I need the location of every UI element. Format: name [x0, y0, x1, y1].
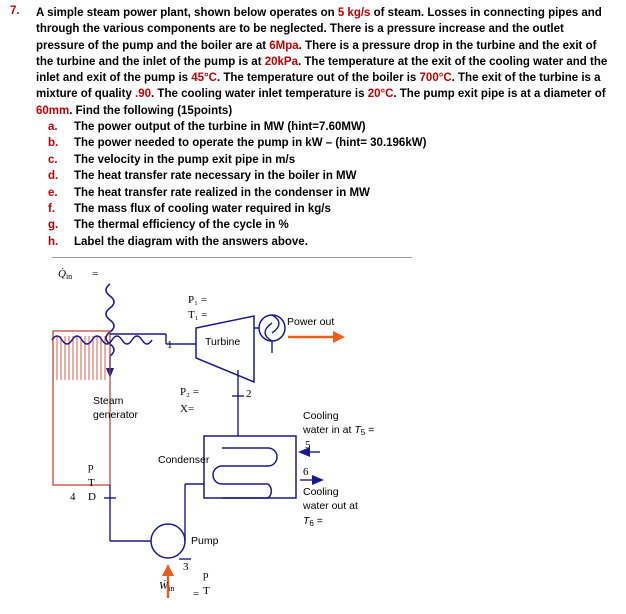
condenser-label: Condenser: [158, 454, 210, 466]
sub-question-list: [48, 119, 588, 250]
boiler-outline: [53, 331, 110, 485]
problem-text-run: A simple steam power plant, shown below operates on: [36, 7, 338, 19]
problem-value: 20kPa: [264, 55, 298, 68]
sub-question-item: [48, 119, 588, 135]
sub-question-text: The velocity in the pump exit pipe in m/s: [74, 153, 296, 166]
state-2-label: 2: [246, 388, 252, 400]
cooling-out-label-2: water out at: [303, 500, 358, 512]
state-6-label: 6: [303, 466, 309, 478]
sub-question-item: [48, 152, 588, 168]
win-label: $Ẇ_{in}$: [159, 580, 175, 593]
problem-text-run: of steam. Losses in connecting pipes and through the various components are to be neglected. There is a pressure increase and the outlet pressure of the pump and the boiler are at: [36, 7, 602, 52]
qin-equals: =: [92, 268, 99, 280]
problem-value: 60mm: [36, 104, 70, 117]
turbine-label: Turbine: [205, 336, 241, 348]
p-right-label: p: [203, 569, 209, 581]
problem-number: 7.: [10, 5, 20, 17]
problem-value: 5 kg/s: [337, 7, 371, 19]
state-1-label: 1: [167, 339, 173, 351]
power-plant-diagram: [0, 258, 626, 614]
sub-question-text: The power needed to operate the pump in kW – (hint= 30.196kW): [74, 137, 427, 150]
problem-text: [36, 5, 614, 119]
sub-question-item: [48, 201, 588, 217]
t1-label: T₁ =: [188, 309, 208, 321]
cooling-in-label-1: Cooling: [303, 410, 339, 422]
problem-text-run: . The exit of the turbine is a mixture of quality: [36, 72, 601, 101]
pump-work-arrow: [162, 564, 174, 576]
d-left-label: D: [88, 491, 96, 503]
sub-question-item: [48, 185, 588, 201]
sub-question-text: The power output of the turbine in MW (hint=7.60MW): [74, 121, 366, 133]
problem-text-run: . The cooling water inlet temperature is: [151, 88, 368, 101]
sub-question-item: [48, 135, 588, 151]
problem-text-run: . The temperature out of the boiler is: [216, 72, 420, 85]
p2-label: P₂ =: [180, 386, 199, 398]
steam-generator-label-2: generator: [93, 409, 138, 421]
boiler-tubes: [52, 336, 152, 344]
generator-circle: [259, 315, 285, 341]
turbine-body: [196, 316, 254, 382]
state-4-label: 4: [70, 491, 76, 503]
sub-question-item: [48, 234, 588, 250]
sub-question-text: The heat transfer rate realized in the condenser in MW: [74, 186, 370, 199]
t-left-label: T: [88, 477, 95, 489]
cooling-in-label-2: water in at $T_5$ =: [303, 424, 375, 437]
cooling-water-out-arrow: [312, 475, 324, 485]
pump-circle: [151, 524, 185, 558]
qin-label: $Q̇_{in}$: [58, 268, 73, 281]
pump-label: Pump: [191, 535, 219, 547]
problem-text-run: . The temperature at the exit of the cooling water and the inlet and exit of the pump is: [36, 55, 608, 85]
t-right-label: T: [203, 585, 210, 597]
sub-question-text: Label the diagram with the answers above.: [74, 235, 308, 248]
problem-text-run: . The pump exit pipe is at a diameter of: [393, 88, 606, 101]
sub-question-letter: e.: [48, 186, 58, 199]
win-equals: =: [193, 588, 200, 600]
sub-question-letter: h.: [48, 235, 59, 248]
p-left-label: p: [88, 461, 94, 473]
sub-question-letter: d.: [48, 170, 59, 183]
p1-label: P₁ =: [188, 294, 207, 306]
sub-question-text: The heat transfer rate necessary in the boiler in MW: [74, 170, 357, 183]
quality-label: X=: [180, 403, 195, 415]
cooling-out-label-3: $T_6$ =: [303, 515, 323, 528]
state-5-label: 5: [305, 439, 311, 451]
sub-question-letter: g.: [48, 219, 59, 232]
power-out-label: Power out: [287, 316, 335, 328]
sub-question-text: The mass flux of cooling water required in kg/s: [74, 202, 331, 215]
problem-value: 45°C: [191, 72, 217, 85]
problem-value: 6Mpa: [269, 39, 299, 52]
state-3-label: 3: [183, 561, 189, 573]
steam-generator-label-1: Steam: [93, 395, 124, 407]
problem-text-run: . There is a pressure drop in the turbine and the exit of the turbine and the inlet of the pump is at: [36, 39, 597, 68]
problem-text-run: . Find the following (15points): [69, 104, 233, 117]
sub-question-letter: b.: [48, 137, 59, 150]
problem-value: .90: [135, 88, 152, 101]
sub-question-text: The thermal efficiency of the cycle in %: [74, 219, 289, 232]
sub-question-item: [48, 168, 588, 184]
power-out-arrow: [333, 331, 345, 343]
problem-value: 20°C: [367, 88, 394, 101]
problem-value: 700°C: [419, 72, 452, 85]
sub-question-letter: c.: [48, 153, 58, 166]
condenser-coil: [213, 448, 277, 498]
sub-question-item: [48, 217, 588, 233]
sub-question-letter: a.: [48, 121, 58, 133]
sub-question-letter: f.: [48, 202, 56, 215]
cooling-out-label-1: Cooling: [303, 486, 339, 498]
